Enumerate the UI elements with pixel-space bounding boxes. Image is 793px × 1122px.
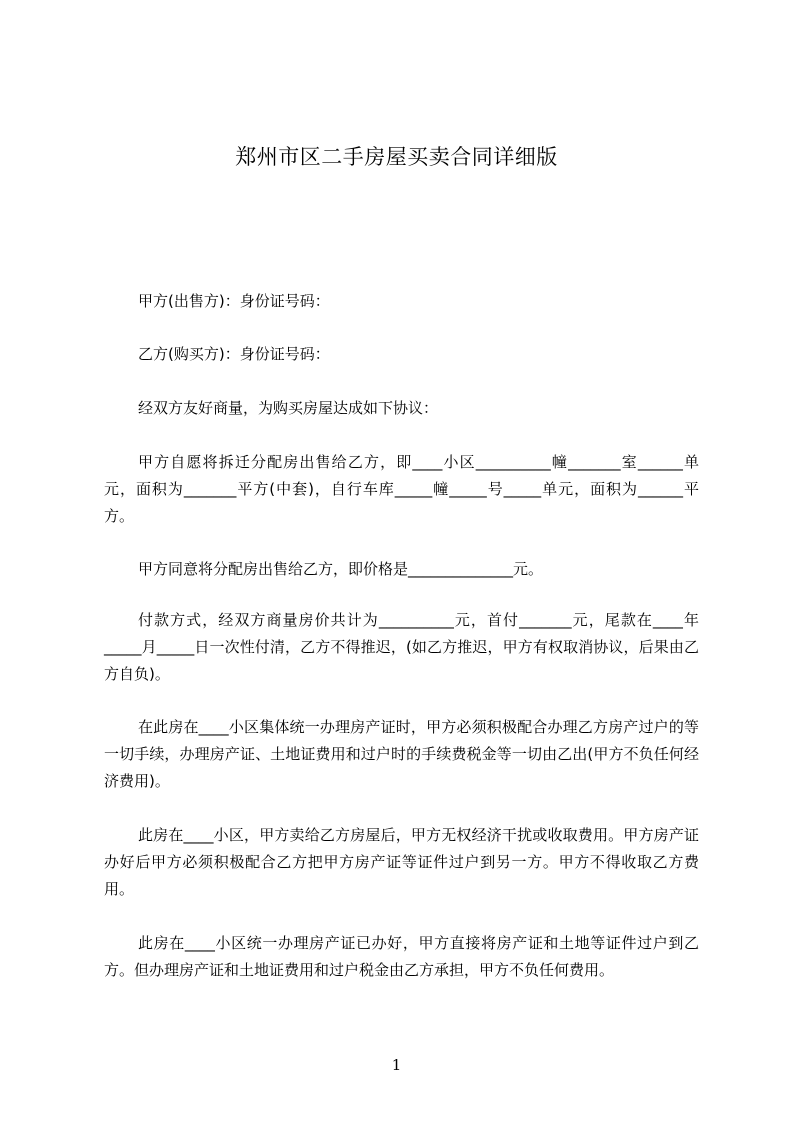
clause-no-interference: 此房在____小区，甲方卖给乙方房屋后，甲方无权经济干扰或收取费用。甲方房产证办好后甲方必须积极配合乙方把甲方房产证等证件过户到另一方。甲方不得收取乙方费用。 bbox=[104, 826, 699, 898]
page-number: 1 bbox=[391, 1056, 402, 1074]
buyer-line: 乙方(购买方)：身份证号码： bbox=[138, 345, 330, 363]
seller-line: 甲方(出售方)：身份证号码： bbox=[138, 292, 330, 310]
clause-certificate-transfer: 在此房在____小区集体统一办理房产证时，甲方必须积极配合办理乙方房产过户的等一切手续，办理房产证、土地证费用和过户时的手续费税金等一切由乙出(甲方不负任何经济费用)。 bbox=[104, 718, 699, 790]
clause-certificate-completed: 此房在____小区统一办理房产证已办好，甲方直接将房产证和土地等证件过户到乙方。但办理房产证和土地证费用和过户税金由乙方承担，甲方不负任何费用。 bbox=[104, 934, 699, 979]
document-title: 郑州市区二手房屋买卖合同详细版 bbox=[235, 145, 558, 169]
clause-property-description: 甲方自愿将拆迁分配房出售给乙方，即____小区__________幢_______室______单元，面积为_______平方(中套)，自行车库_____幢_____号_____单元，面积为______平方。 bbox=[104, 453, 699, 525]
clause-price: 甲方同意将分配房出售给乙方，即价格是______________元。 bbox=[138, 560, 544, 578]
clause-payment-method: 付款方式，经双方商量房价共计为__________元，首付_______元，尾款在____年_____月_____日一次性付清，乙方不得推迟，(如乙方推迟，甲方有权取消协议，后果由乙方自负)。 bbox=[104, 611, 699, 683]
agreement-intro: 经双方友好商量，为购买房屋达成如下协议： bbox=[138, 399, 439, 417]
